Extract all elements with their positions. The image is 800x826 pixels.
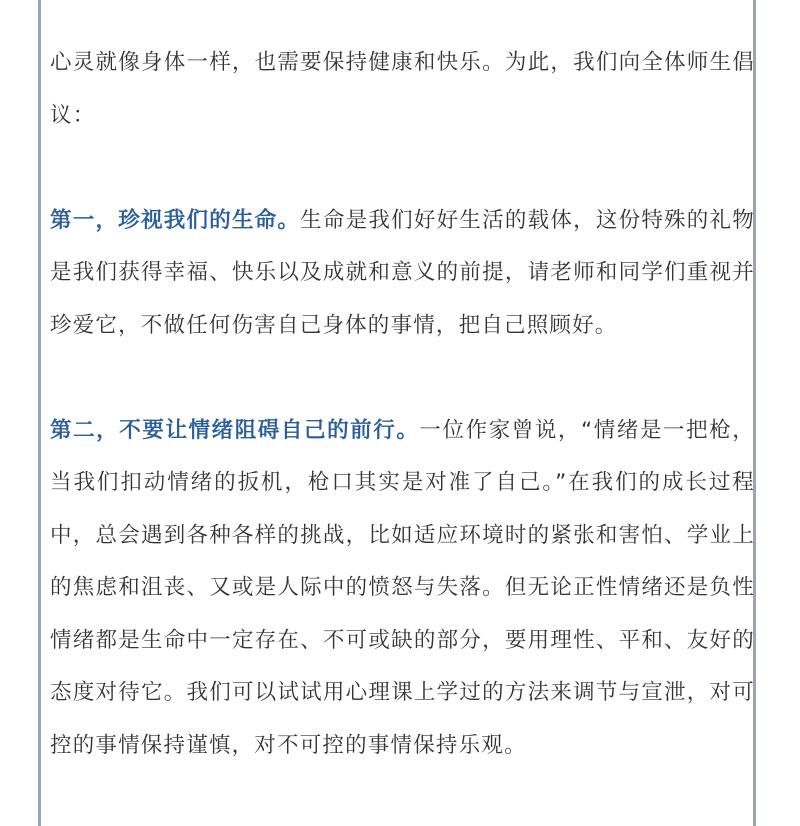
paragraph-second-point (50, 405, 755, 773)
second-point-heading: 第二，不要让情绪阻碍自己的前行。 (50, 417, 420, 443)
paragraph-intro (50, 37, 755, 142)
paragraph-first-point (50, 195, 755, 353)
first-point-text: 生命是我们好好生活的载体，这份特殊的礼物是我们获得幸福、快乐以及成就和意义的前提，请老师和同学们重视并珍爱它，不做任何伤害自己身体的事情，把自己照顾好。 (50, 207, 755, 338)
article-content (50, 37, 755, 772)
paragraph-intro-text: 心灵就像身体一样，也需要保持健康和快乐。为此，我们向全体师生倡议： (50, 50, 755, 128)
second-point-text: 一位作家曾说，“情绪是一把枪，当我们扣动情绪的扳机，枪口其实是对准了自己。”在我们的成长过程中，总会遇到各种各样的挑战，比如适应环境时的紧张和害怕、学业上的焦虑和沮丧、又或是人际中的愤怒与失落。但无论正性情绪还是负性情绪都是生命中一定存在、不可或缺的部分，要用理性、平和、友好的态度对待它。我们可以试试用心理课上学过的方法来调节与宣泄，对可控的事情保持谨慎，对不可控的事情保持乐观。 (50, 417, 756, 758)
first-point-heading: 第一，珍视我们的生命。 (50, 207, 301, 233)
